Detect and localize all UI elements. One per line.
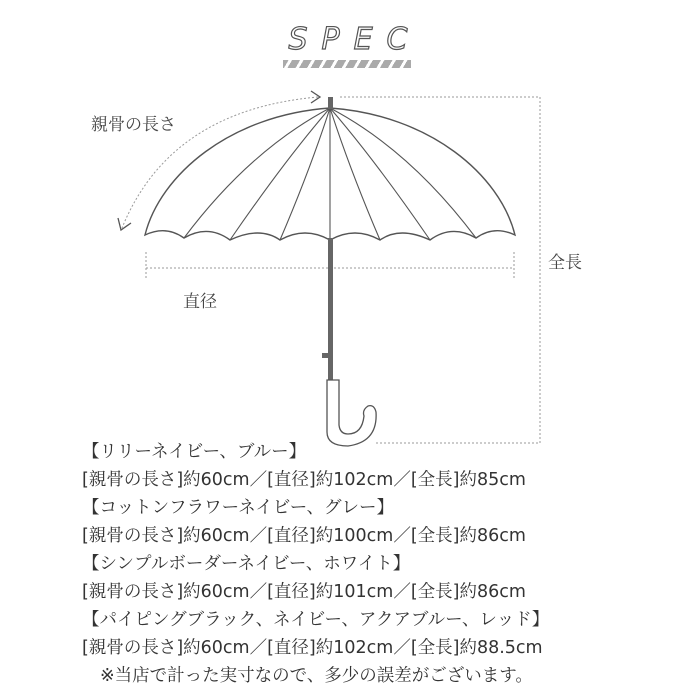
spec-values: [親骨の長さ]約60cm／[直径]約100cm／[全長]約86cm (82, 526, 526, 546)
spec-name: 【リリーネイビー、ブルー】 (82, 442, 307, 462)
spec-name: 【シンプルボーダーネイビー、ホワイト】 (82, 554, 411, 574)
shaft-button (322, 353, 328, 358)
total-length-label: 全長 (548, 253, 582, 273)
measurement-note: ※当店で計った実寸なので、多少の誤差がございます。 (100, 666, 533, 686)
umbrella-handle (327, 380, 376, 446)
rib-length-label: 親骨の長さ (91, 115, 176, 135)
spec-name: 【コットンフラワーネイビー、グレー】 (82, 498, 395, 518)
arc-arrow-top-icon (311, 91, 320, 103)
umbrella-shaft (328, 238, 333, 380)
spec-values: [親骨の長さ]約60cm／[直径]約102cm／[全長]約88.5cm (82, 638, 543, 658)
spec-title: SPEC (288, 22, 422, 57)
spec-list (82, 438, 549, 690)
diameter-label: 直径 (183, 292, 217, 312)
umbrella-canopy (145, 108, 515, 240)
umbrella-tip (328, 97, 333, 109)
spec-values: [親骨の長さ]約60cm／[直径]約102cm／[全長]約85cm (82, 470, 526, 490)
arc-arrow-bottom-icon (118, 218, 131, 230)
spec-name: 【パイピングブラック、ネイビー、アクアブルー、レッド】 (82, 610, 550, 630)
spec-values: [親骨の長さ]約60cm／[直径]約101cm／[全長]約86cm (82, 582, 526, 602)
